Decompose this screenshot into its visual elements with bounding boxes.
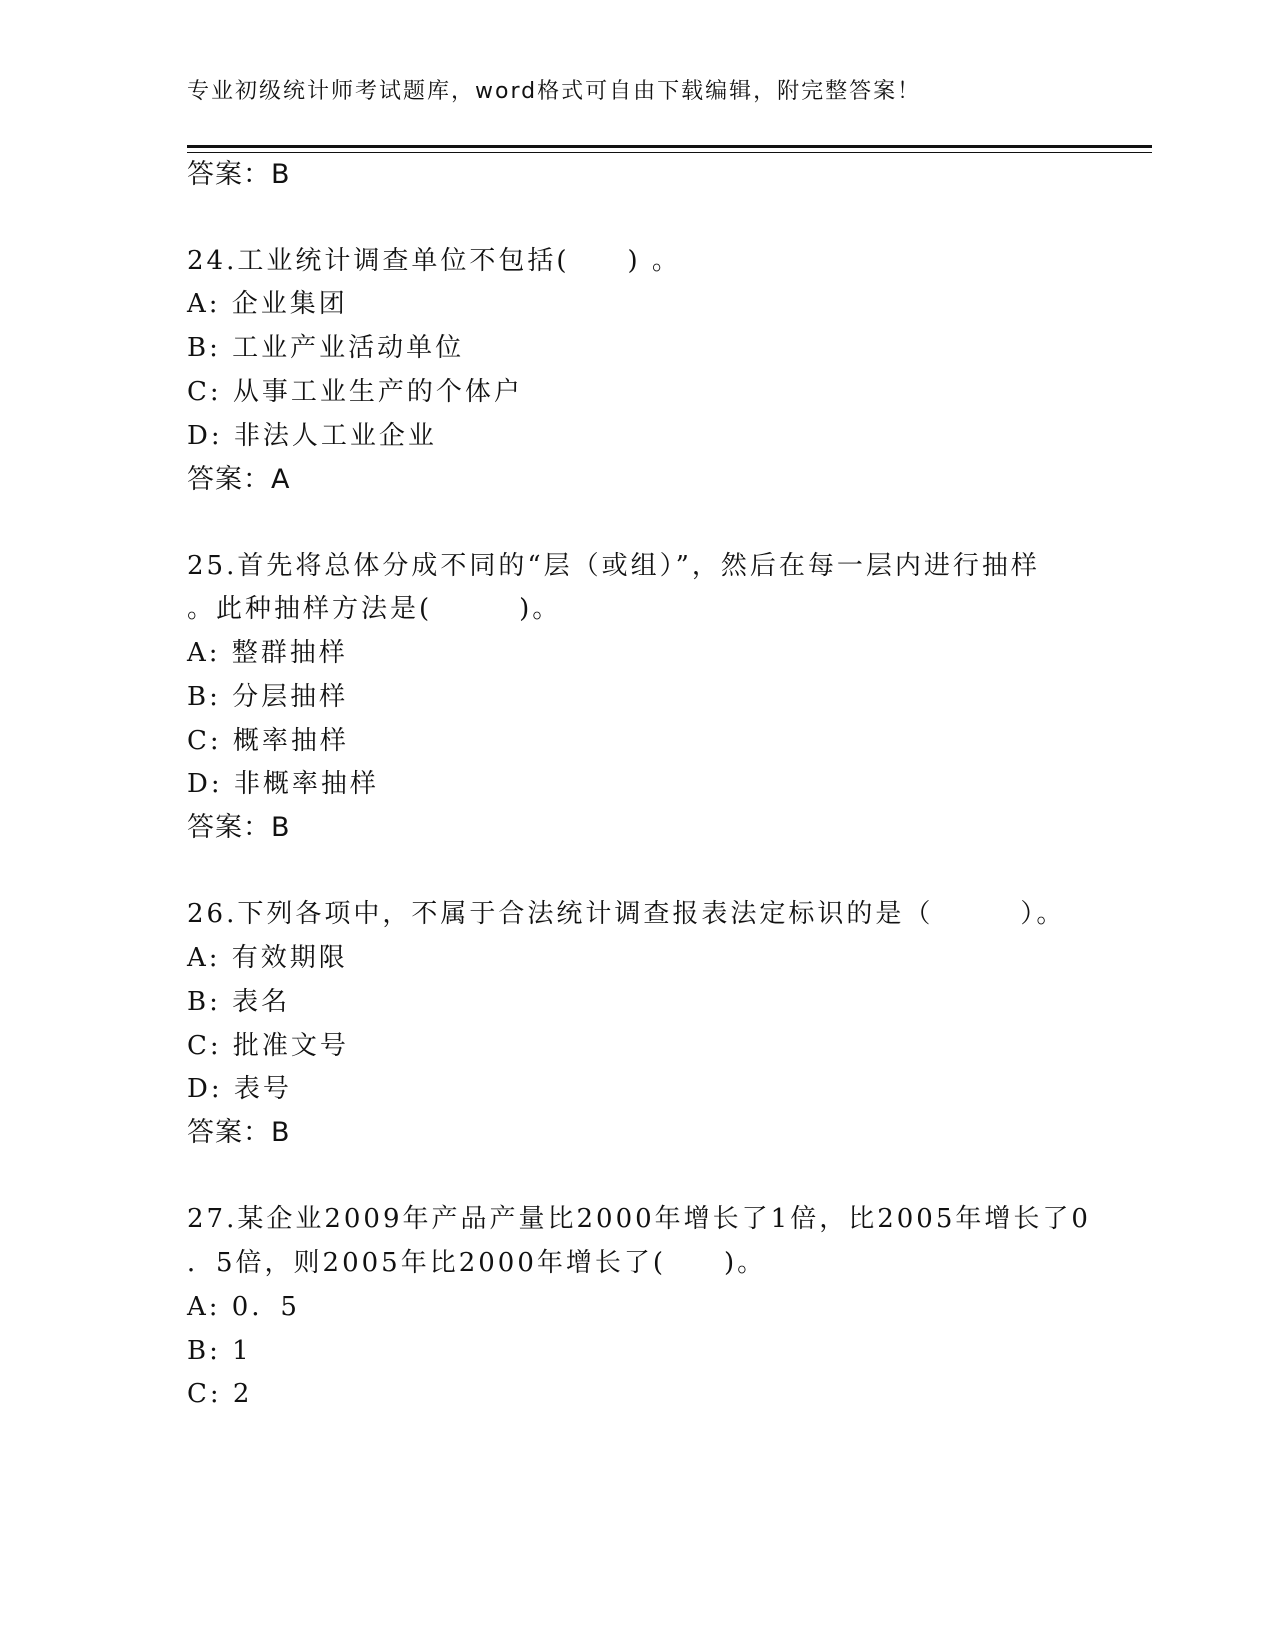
question-26-answer: 答案：B — [187, 1117, 291, 1148]
answer-line: 答案：B — [187, 159, 291, 190]
question-25-option-b: B: 分层抽样 — [187, 682, 349, 712]
question-24-option-c: C: 从事工业生产的个体户 — [187, 377, 523, 407]
question-25-option-a: A: 整群抽样 — [187, 638, 348, 668]
question-26-option-c: C: 批准文号 — [187, 1031, 349, 1061]
question-25-stem-line-1: 25.首先将总体分成不同的“层（或组）”，然后在每一层内进行抽样 — [187, 551, 1040, 581]
question-24-option-a: A: 企业集团 — [187, 289, 348, 319]
question-25-option-c: C: 概率抽样 — [187, 726, 349, 756]
question-24-answer: 答案：A — [187, 464, 291, 495]
question-26-option-b: B: 表名 — [187, 987, 291, 1017]
question-27-option-c: C: 2 — [187, 1379, 253, 1409]
question-24-stem: 24.工业统计调查单位不包括( ) 。 — [187, 246, 681, 276]
page-header: 专业初级统计师考试题库，word格式可自由下载编辑，附完整答案！ — [187, 79, 922, 104]
question-26-stem: 26.下列各项中，不属于合法统计调查报表法定标识的是（ ）。 — [187, 899, 1066, 929]
question-24-option-d: D: 非法人工业企业 — [187, 421, 437, 451]
question-26-option-a: A: 有效期限 — [187, 943, 348, 973]
question-27-stem-line-2: ．5倍，则2005年比2000年增长了( )。 — [187, 1248, 767, 1278]
question-24-option-b: B: 工业产业活动单位 — [187, 333, 465, 363]
question-25-answer: 答案：B — [187, 812, 291, 843]
question-27-option-a: A: 0．5 — [187, 1292, 300, 1322]
question-27-option-b: B: 1 — [187, 1336, 252, 1366]
header-rule-thin — [187, 152, 1152, 153]
question-25-option-d: D: 非概率抽样 — [187, 769, 379, 799]
question-27-stem-line-1: 27.某企业2009年产品产量比2000年增长了1倍，比2005年增长了0 — [187, 1204, 1091, 1234]
header-rule-thick — [187, 145, 1152, 148]
question-25-stem-line-2: 。此种抽样方法是( )。 — [187, 594, 562, 624]
question-26-option-d: D: 表号 — [187, 1074, 292, 1104]
